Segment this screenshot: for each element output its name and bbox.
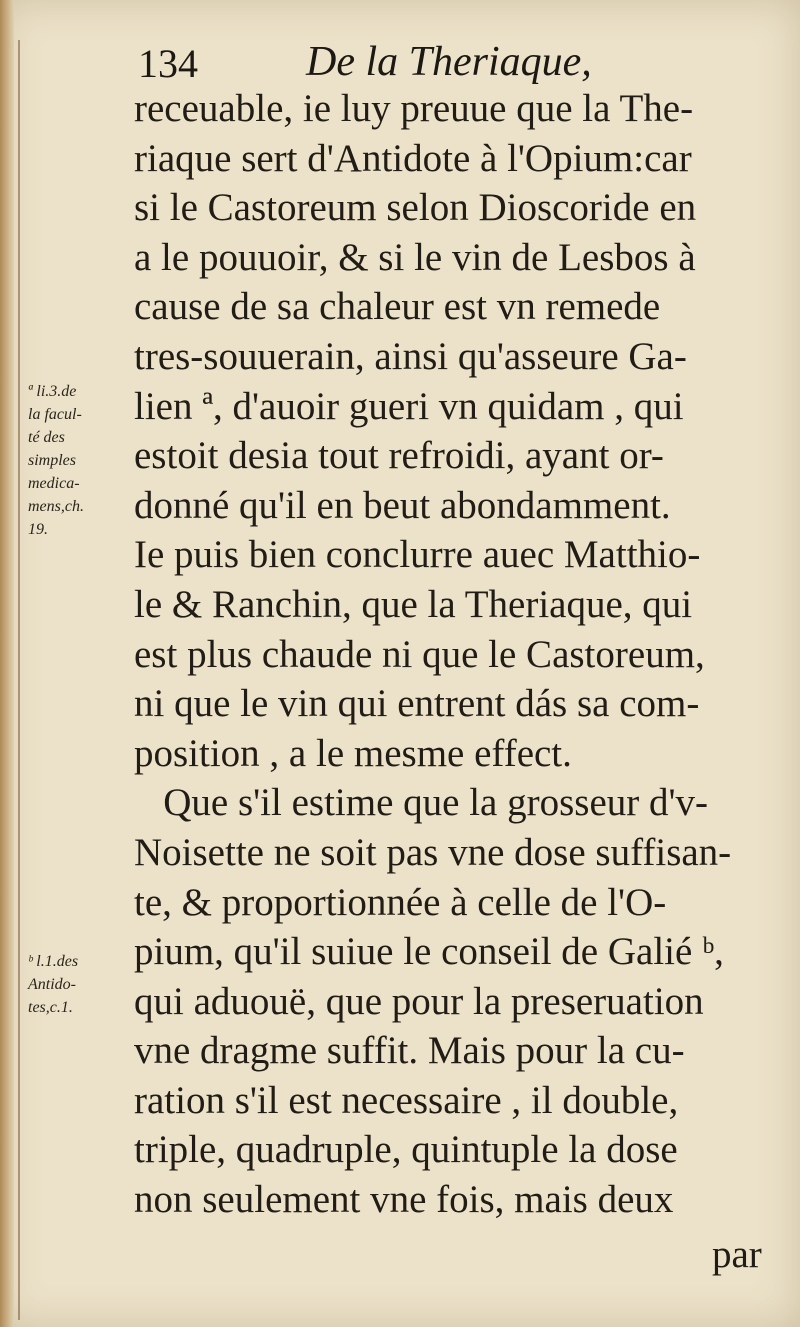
margin-note-line: ª li.3.de [28, 383, 77, 400]
margin-note-line: la facul- [28, 406, 82, 423]
text-line: le & Ranchin, que la Theriaque, qui [134, 582, 693, 626]
margin-note-b [28, 950, 132, 1019]
text-line: estoit desia tout refroidi, ayant or- [134, 434, 664, 478]
text-line: position , a le mesme effect. [134, 731, 572, 775]
margin-note-line: medica- [28, 475, 80, 492]
text-line: est plus chaude ni que le Castoreum, [134, 632, 705, 676]
catchword: par [712, 1233, 762, 1276]
margin-note-line: simples [28, 452, 76, 469]
margin-note-line: té des [28, 429, 65, 446]
text-line: qui aduouë, que pour la preseruation [134, 979, 704, 1023]
text-line: si le Castoreum selon Dioscoride en [134, 186, 697, 230]
text-line: pium, qu'il suiue le conseil de Galié ᵇ, [134, 930, 724, 974]
text-line: donné qu'il en beut abondamment. [134, 483, 671, 527]
margin-note-a [28, 380, 132, 541]
text-line: receuable, ie luy preuue que la The- [134, 87, 694, 130]
margin-note-line: ᵇ l.1.des [28, 953, 79, 970]
margin-note-line: tes,c.1. [28, 999, 73, 1016]
margin-note-line: 19. [28, 521, 48, 538]
text-line: a le pouuoir, & si le vin de Lesbos à [134, 235, 696, 279]
text-line: te, & proportionnée à celle de l'O- [134, 880, 667, 924]
text-line: ni que le vin qui entrent dás sa com- [134, 682, 700, 726]
text-line: tres-souuerain, ainsi qu'asseure Ga- [134, 334, 687, 378]
page-number: 134 [138, 41, 198, 86]
text-line: Noisette ne soit pas vne dose suffisan- [134, 830, 732, 874]
text-line: riaque sert d'Antidote à l'Opium:car [134, 136, 692, 180]
margin-rule [18, 40, 20, 1320]
running-title: De la Theriaque, [306, 39, 592, 85]
page-header [138, 28, 758, 88]
text-line: ration s'il est necessaire , il double, [134, 1078, 679, 1122]
text-line: lien ª, d'auoir gueri vn quidam , qui [134, 384, 684, 428]
margin-note-line: mens,ch. [28, 498, 84, 515]
text-line: Que s'il estime que la grosseur d'v- [134, 781, 709, 825]
page-gutter [0, 0, 14, 1327]
text-line: Ie puis bien conclurre auec Matthio- [134, 533, 701, 577]
text-line: cause de sa chaleur est vn remede [134, 285, 661, 329]
text-line: vne dragme suffit. Mais pour la cu- [134, 1029, 685, 1073]
text-line: non seulement vne fois, mais deux [134, 1178, 674, 1222]
margin-note-line: Antido- [28, 976, 76, 993]
main-text [134, 84, 774, 1225]
text-line: triple, quadruple, quintuple la dose [134, 1128, 678, 1172]
